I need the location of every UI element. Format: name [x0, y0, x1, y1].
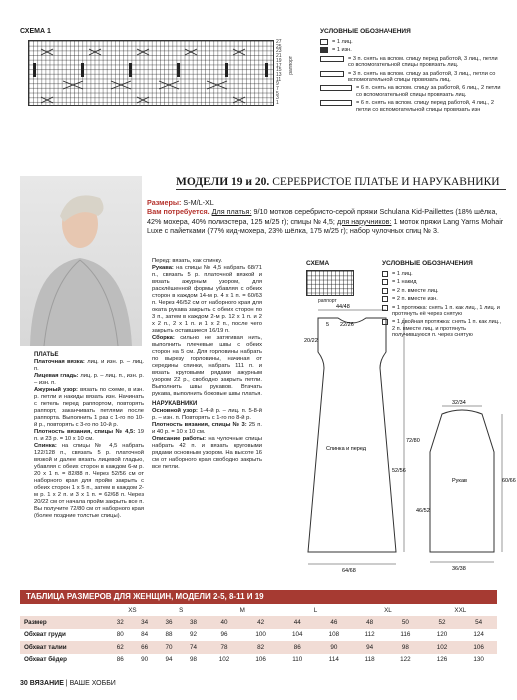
- top-width-label: 44/48: [336, 304, 350, 310]
- cable-left-icon: [320, 71, 344, 77]
- legend1-item: = 3 п. снять на вспом. спицу перед работой, 3 лиц., петли со вспомогательной спицы провязать лиц.: [320, 56, 505, 69]
- cable-symbols: [29, 41, 275, 107]
- magazine-name: ВЯЗАНИЕ: [29, 680, 64, 687]
- sleeve-side-label: 60/66: [502, 478, 516, 484]
- table-row: Обхват бёдер 86 90 94 98 102 106 110 114 118 122 126 130: [24, 656, 484, 664]
- legend1-item: = 1 лиц.: [320, 39, 505, 45]
- materials-text: Размеры: S-M/L-XL Вам потребуется. Для платья: 9/10 мотков серебристо-серой пряжи Schulana Kid-Paillettes (18% шёлка, 42% мохера, 40% полиэстера, 125 м/25 г); спицы № 4,5; для наручников: 1 моток пряжи Lang Yarns Mohair Luxe с пайетками (77% кид-мохера, 23% шёлка, 175 м/25 г); набор чулочных спиц № 3.: [147, 198, 504, 236]
- legend1-item: = 3 п. снять на вспом. спицу за работой, 3 лиц., петли со вспомогательной спицы провязать лиц.: [320, 71, 505, 84]
- sleeve-top-label: 32/34: [452, 400, 466, 406]
- page-footer: 30 ВЯЗАНИЕ | ВАШЕ ХОББИ: [20, 680, 116, 687]
- size-letter: XL: [352, 604, 424, 617]
- chart2-title: СХЕМА: [306, 260, 330, 267]
- legend1-item: = 6 п. снять на вспом. спицу перед работой, 4 лиц., 2 петли со вспомогательной спицы провязать изн: [320, 100, 505, 113]
- legend2-item: = 1 лиц.: [382, 271, 504, 277]
- chart2-rapport: раппорт: [318, 298, 337, 304]
- table-row: Размер 32 34 36 38 40 42 44 46 48 50 52 54: [20, 616, 497, 629]
- sleeve-piece-label: Рукав: [452, 478, 467, 484]
- sleeve-cap-label: 46/52: [416, 508, 430, 514]
- models-heading: МОДЕЛИ 19 и 20. СЕРЕБРИСТОЕ ПЛАТЬЕ И НАРУКАВНИКИ: [176, 176, 506, 190]
- chart1-rapport-label: раппорт: [288, 56, 294, 75]
- dress-pattern-diagram: [292, 302, 420, 574]
- cable-8-right-icon: [320, 100, 352, 106]
- knit-symbol-icon: [382, 271, 388, 277]
- shoulder-label: 5: [326, 322, 330, 328]
- size-grid: [20, 603, 497, 666]
- model-photo: [20, 176, 142, 346]
- size-letter: L: [279, 604, 352, 617]
- size-letter-row-label: [20, 604, 108, 617]
- legend2-item: = 2 п. вместе изн.: [382, 296, 504, 302]
- size-letter: S: [157, 604, 206, 617]
- legend1-item: = 6 п. снять на вспом. спицу за работой, 6 лиц., 2 петли со вспомогательной спицы провязать лиц.: [320, 85, 505, 98]
- magazine-subtitle: ВАШЕ ХОББИ: [69, 680, 116, 687]
- size-table: [20, 590, 497, 666]
- dress-piece-label: Спинка и перед: [326, 446, 367, 452]
- page-number: 30: [20, 680, 28, 687]
- table-row: Обхват талии 62 66 70 74 78 82 86 90 94 98 102 106: [20, 641, 497, 654]
- legend2-item: = 1 двойная протяжка: снять 1 п. как лиц., 2 п. вместе лиц. и протянуть получившуюся п. через снятую: [382, 319, 504, 338]
- purl-symbol-icon: [320, 47, 328, 53]
- cable-right-icon: [320, 56, 344, 62]
- hem-label: 64/68: [342, 568, 356, 574]
- sleeve-pattern-diagram: [414, 400, 516, 574]
- size-letter: M: [206, 604, 279, 617]
- chart2-grid: [306, 270, 354, 296]
- size-letter: XXL: [424, 604, 497, 617]
- chart1-title: СХЕМА 1: [20, 28, 51, 35]
- legend2-item: = 1 протяжка: снять 1 п. как лиц., 1 лиц. и протянуть её через снятую: [382, 305, 504, 318]
- dress-instructions: ПЛАТЬЕ Платочная вязка: лиц. и изн. р. – лиц. п. Лицевая гладь: лиц. р. – лиц. п., изн. р. – изн. п. Ажурный узор: вязать по схеме, в изн. р. петли и накиды вязать изн. Начинать с петель перед раппортом, повторять раппорт, заканчивать петлями после раппорта. Выполнить 1 раз с 1-го по 10-й р., повторять с 3-го по 10-й р. Плотность вязания, спицы № 4,5: 19 п. и 23 р. = 10 х 10 см. Спинка: на спицы № 4,5 набрать 122/128 п., связать 5 р. платочной вязкой и далее вязать лицевой гладью, убавляя с обеих сторон в каждом 6-м р. 20 х 1 п. = 82/88 п. Через 52/56 см от наборного края для пройм закрыть с обеих сторон 1 х 5 п., затем в каждом 2-м р. 1 х 2 п. и 3 х 1 п. = 62/68 п. Через 20/22 см от начала пройм закрыть все п. Вы получите 72/80 см от наборного края (более поздние толстые спицы).: [34, 352, 144, 519]
- legend1-item: = 1 изн.: [320, 47, 505, 53]
- chart1-grid: [28, 40, 274, 106]
- legend1-title: УСЛОВНЫЕ ОБОЗНАЧЕНИЯ: [320, 28, 411, 35]
- armhole-label: 20/22: [304, 338, 318, 344]
- cable-8-left-icon: [320, 85, 352, 91]
- k2tog-icon: [382, 288, 388, 294]
- chart1-row-numbers: 27 25 23 21 19 17 15 13 11 9 7 5 3 1: [276, 39, 282, 107]
- size-table-title: ТАБЛИЦА РАЗМЕРОВ ДЛЯ ЖЕНЩИН, МОДЕЛИ 2-5, 8-11 И 19: [20, 590, 497, 603]
- size-letter: XS: [108, 604, 157, 617]
- legend1: [320, 28, 505, 115]
- legend2-item: = 1 накид: [382, 279, 504, 285]
- body-height-label: 52/56: [392, 468, 406, 474]
- table-row: Обхват груди 80 84 88 92 96 100 104 108 112 116 120 124: [24, 631, 484, 639]
- sleeve-bottom-label: 36/38: [452, 566, 466, 572]
- total-height-label: 72/80: [406, 438, 420, 444]
- sleeve-instructions: Перед: вязать, как спинку. Рукава: на спицы № 4,5 набрать 68/71 п., связать 5 р. платочной вязкой и вязать ажурным узором, для расклёшенной формы убавляя с обеих сторон в каждом 14-м р. 4 х 1 п. = 60/63 п. Через 46/52 см от наборного края для оката рукава закрыть с обеих сторон по 3 п., затем в каждом 2-м р. 12 х 1 п. и 2 х 2 п., 2 х 1 п. и 1 х 2 п., после чего закрыть оставшиеся 16/19 п. Сборка: сильно не затягивая нить, выполнить плечевые швы с обеих сторон на 5 см. Для горловины набрать по вырезу горловины, начиная от середины спинки, набрать 111 п. и вязать круговыми рядами ажурным узором 22 р., свободно закрыть петли. Выполнить швы рукавов. Втачать рукава, выполнить боковые швы платья. НАРУКАВНИКИ Основной узор: 1-4-й р. – лиц. п. 5-8-й р. – изн. п. Повторять с 1-го по 8-й р. Плотность вязания, спицы № 3: 25 п. и 40 р. = 10 х 10 см. Описание работы: на чулочные спицы набрать 42 п. и вязать круговыми рядами основным узором. На высоте 16 см от наборного края свободно закрыть все петли.: [152, 258, 263, 470]
- knit-symbol-icon: [320, 39, 328, 45]
- neck-label: 22/26: [340, 322, 354, 328]
- legend2-item: = 2 п. вместе лиц.: [382, 288, 504, 294]
- yarn-over-icon: [382, 279, 388, 285]
- legend2-title: УСЛОВНЫЕ ОБОЗНАЧЕНИЯ: [382, 260, 473, 267]
